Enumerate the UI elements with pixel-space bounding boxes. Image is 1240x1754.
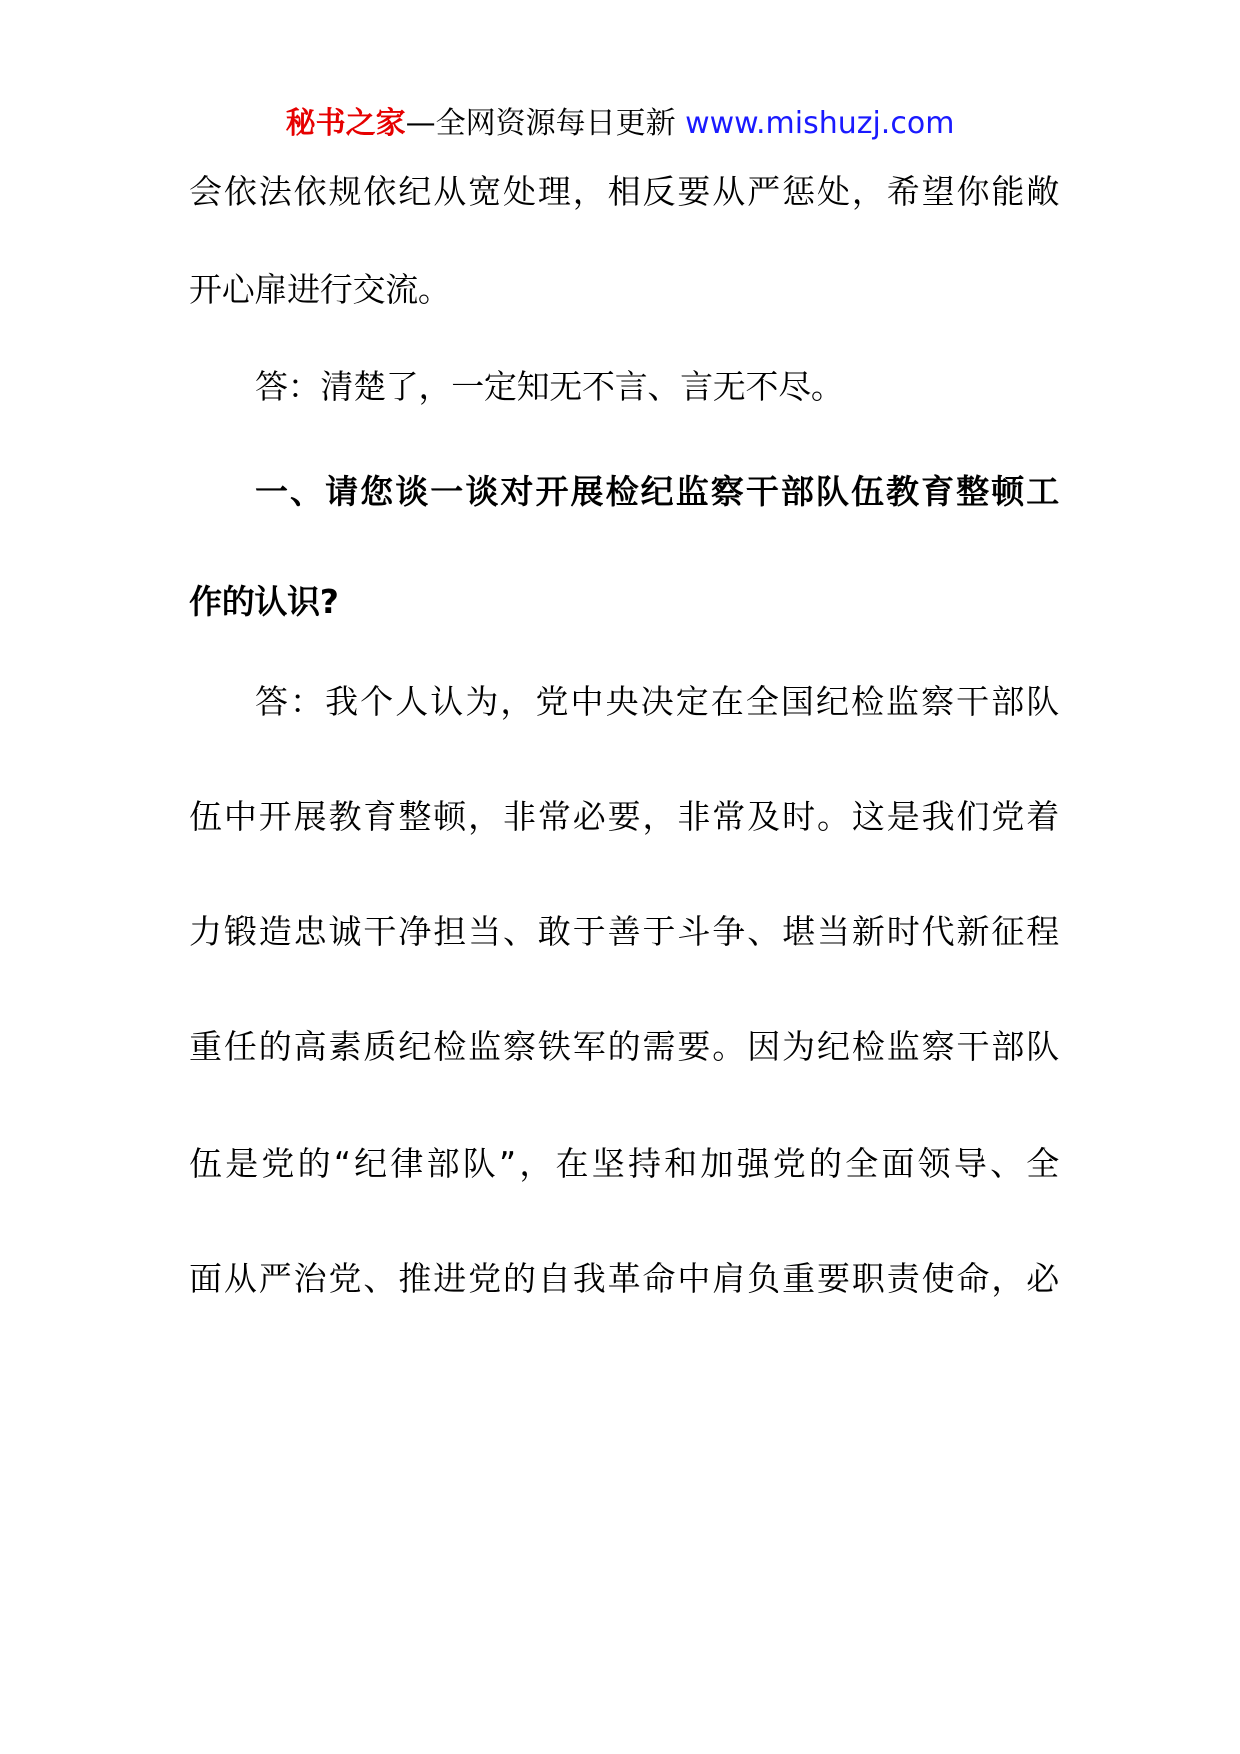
brand-name: 秘书之家	[285, 106, 406, 141]
answer-line-1: 答：清楚了，一定知无不言、言无不尽。	[255, 367, 844, 406]
site-header	[0, 102, 1240, 146]
body-line-4: 力锻造忠诚干净担当、敢于善于斗争、堪当新时代新征程	[189, 912, 1059, 951]
body-line-3: 伍中开展教育整顿，非常必要，非常及时。这是我们党着	[189, 797, 1059, 836]
question-heading-line-2: 作的认识?	[189, 582, 339, 621]
answer-line-2: 答：我个人认为，党中央决定在全国纪检监察干部队	[255, 682, 1059, 721]
header-slogan: —全网资源每日更新	[405, 106, 676, 141]
question-heading-line-1: 一、请您谈一谈对开展检纪监察干部队伍教育整顿工	[255, 472, 1059, 511]
body-line-5: 重任的高素质纪检监察铁军的需要。因为纪检监察干部队	[189, 1027, 1059, 1066]
body-line-7: 面从严治党、推进党的自我革命中肩负重要职责使命，必	[189, 1259, 1059, 1298]
body-line-2: 开心扉进行交流。	[189, 270, 451, 309]
body-line-1: 会依法依规依纪从宽处理，相反要从严惩处，希望你能敞	[189, 172, 1059, 211]
site-url[interactable]: www.mishuzj.com	[675, 106, 955, 141]
body-line-6: 伍是党的“纪律部队”，在坚持和加强党的全面领导、全	[189, 1144, 1059, 1183]
